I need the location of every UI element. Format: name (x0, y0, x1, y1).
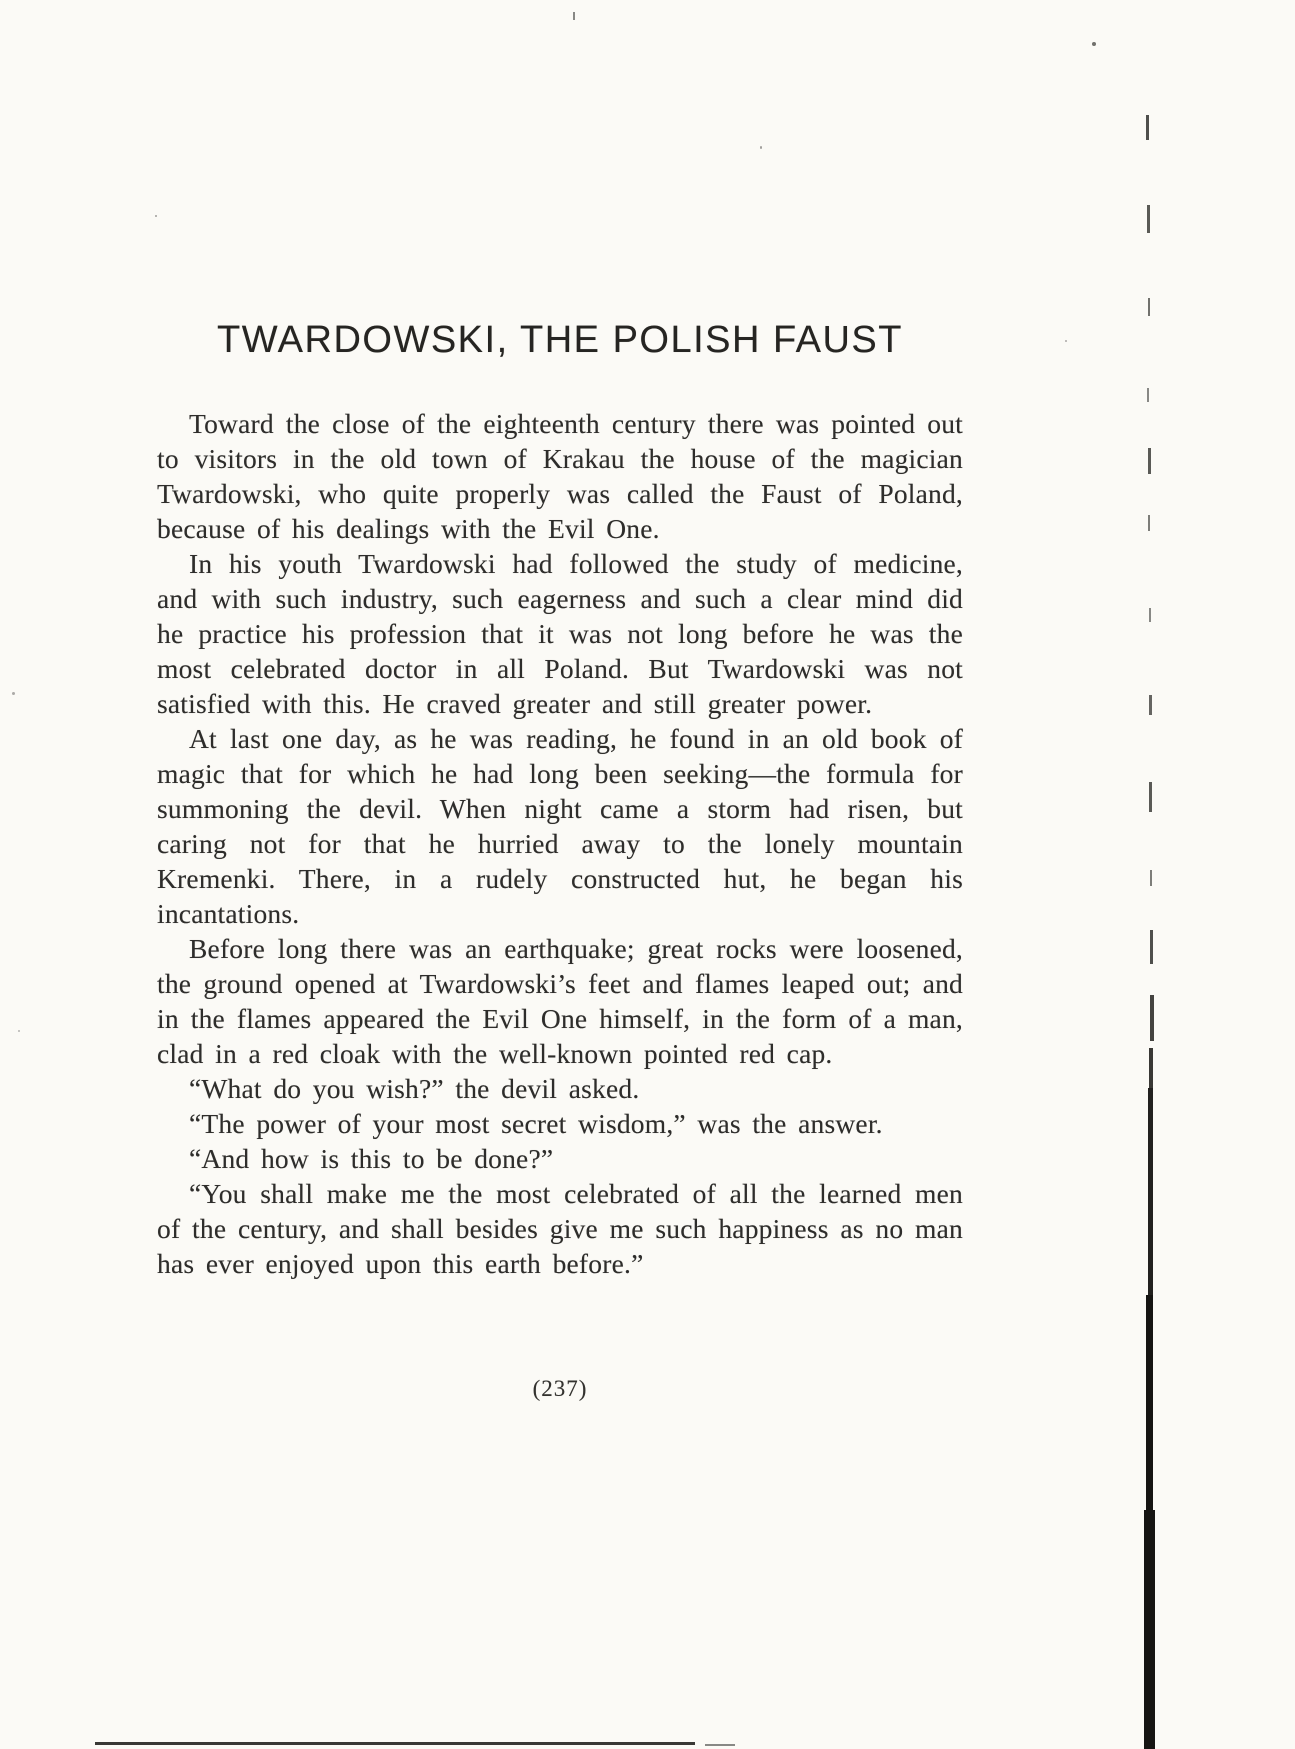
text-column (157, 320, 963, 1281)
paragraph-1: Toward the close of the eighteenth century there was pointed out to visitors in the old town of Krakau the house of the magician Twardowski, who quite properly was called the Faust of Poland, because of his dealings with the Evil One. (157, 407, 963, 544)
paragraph-8-dialogue: “You shall make me the most celebrated of all the learned men of the century, and shall besides give me such happiness as no man has ever enjoyed upon this earth before.” (157, 1177, 963, 1279)
paragraph-7-dialogue: “And how is this to be done?” (189, 1142, 554, 1174)
paragraph-2: In his youth Twardowski had followed the study of medicine, and with such industry, such eagerness and such a clear mind did he practice his profession that it was not long before he was the most celebrated doctor in all Poland. But Twardowski was not satisfied with this. He craved greater and still greater power. (157, 547, 963, 719)
paragraph-4: Before long there was an earthquake; great rocks were loosened, the ground opened at Twardowski’s feet and flames leaped out; and in the flames appeared the Evil One himself, in the form of a man, clad in a red cloak with the well-known pointed red cap. (157, 932, 963, 1069)
paragraph-5-dialogue: “What do you wish?” the devil asked. (189, 1072, 640, 1104)
page-title: TWARDOWSKI, THE POLISH FAUST (217, 319, 903, 361)
paragraph-6-dialogue: “The power of your most secret wisdom,” was the answer. (189, 1107, 883, 1139)
page-number: (237) (532, 1376, 588, 1401)
paragraph-3: At last one day, as he was reading, he found in an old book of magic that for which he had long been seeking—the formula for summoning the devil. When night came a storm had risen, but caring not for that he hurried away to the lonely mountain Kremenki. There, in a rudely constructed hut, he began his incantations. (157, 722, 963, 929)
